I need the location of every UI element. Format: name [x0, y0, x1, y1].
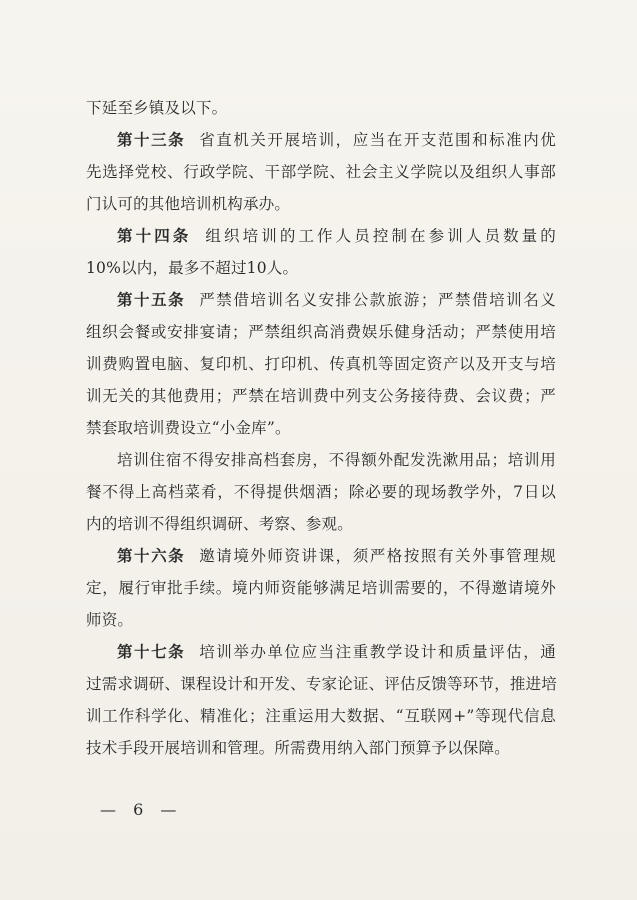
line-text: 门认可的其他培训机构承办。 [86, 195, 291, 213]
page-number: — 6 — [100, 800, 183, 819]
article-number: 第十七条 [117, 643, 186, 661]
line-text: 师资。 [86, 611, 134, 629]
paragraph-first-line [86, 444, 556, 476]
line-text: 省直机关开展培训，应当在开支范围和标准内优 [199, 131, 556, 149]
article-16-line [86, 540, 556, 572]
article-17-line [86, 636, 556, 668]
article-14-line [86, 220, 556, 252]
article-number: 第十四条 [117, 227, 192, 245]
text-line [86, 188, 556, 220]
line-text: 邀请境外师资讲课，须严格按照有关外事管理规 [199, 547, 556, 565]
article-15-line [86, 284, 556, 316]
line-text: 组织会餐或安排宴请；严禁组织高消费娱乐健身活动；严禁使用培 [86, 323, 556, 341]
line-text: 训费购置电脑、复印机、打印机、传真机等固定资产以及开支与培 [86, 355, 556, 373]
text-line [86, 156, 556, 188]
line-text: 训无关的其他费用；严禁在培训费中列支公务接待费、会议费；严 [86, 387, 556, 405]
line-text: 培训住宿不得安排高档套房，不得额外配发洗漱用品；培训用 [117, 451, 556, 469]
article-number: 第十五条 [117, 291, 186, 309]
text-line [86, 316, 556, 348]
text-line [86, 508, 556, 540]
text-line [86, 412, 556, 444]
line-text: 禁套取培训费设立“小金库”。 [86, 419, 291, 437]
text-line [86, 348, 556, 380]
text-line [86, 604, 556, 636]
text-line [86, 572, 556, 604]
text-line [86, 700, 556, 732]
article-13-line [86, 124, 556, 156]
line-text: 下延至乡镇及以下。 [86, 99, 228, 117]
text-line [86, 476, 556, 508]
text-line [86, 668, 556, 700]
line-text: 培训举办单位应当注重教学设计和质量评估，通 [199, 643, 556, 661]
line-text: 组织培训的工作人员控制在参训人员数量的 [205, 227, 556, 245]
line-text: 先选择党校、行政学院、干部学院、社会主义学院以及组织人事部 [86, 163, 556, 181]
text-line [86, 380, 556, 412]
document-body [86, 92, 556, 764]
line-text: 10%以内，最多不超过10人。 [86, 259, 299, 277]
line-text: 过需求调研、课程设计和开发、专家论证、评估反馈等环节，推进培 [86, 675, 558, 693]
line-text: 餐不得上高档菜肴，不得提供烟酒；除必要的现场教学外，7日以 [86, 483, 556, 501]
text-line [86, 732, 556, 764]
text-line [86, 252, 556, 284]
article-number: 第十三条 [117, 131, 186, 149]
line-text: 内的培训不得组织调研、考察、参观。 [86, 515, 353, 533]
article-number: 第十六条 [117, 547, 186, 565]
line-text: 定，履行审批手续。境内师资能够满足培训需要的，不得邀请境外 [86, 579, 556, 597]
text-line [86, 92, 556, 124]
line-text: 严禁借培训名义安排公款旅游；严禁借培训名义 [199, 291, 556, 309]
line-text: 技术手段开展培训和管理。所需费用纳入部门预算予以保障。 [86, 739, 510, 757]
line-text: 训工作科学化、精准化；注重运用大数据、“互联网+”等现代信息 [86, 707, 556, 725]
